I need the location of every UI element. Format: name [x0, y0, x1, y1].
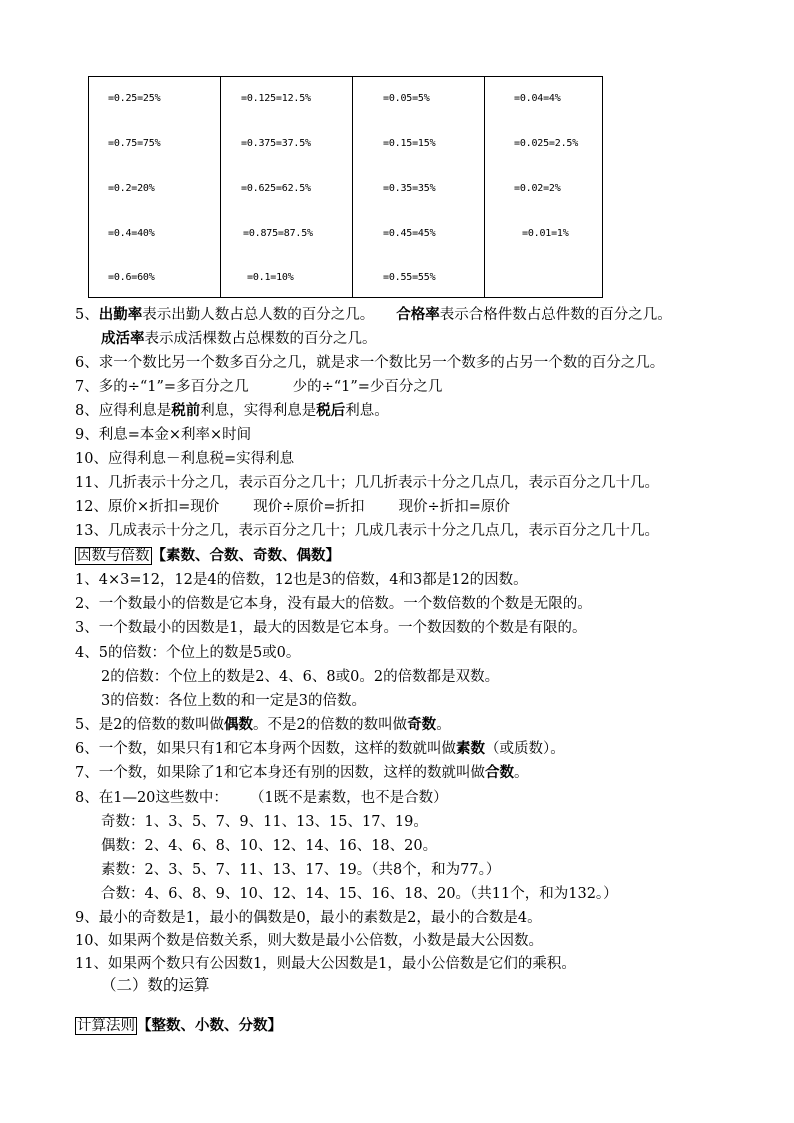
factors-title-box: 因数与倍数	[77, 548, 150, 564]
rules-subtitle: 【整数、小数、分数】	[137, 1017, 282, 1034]
pct-item-7	[75, 377, 442, 397]
table-cell: =0.25=25%	[108, 93, 161, 104]
table-cell: =0.875=87.5%	[243, 228, 313, 239]
pct-item-12	[75, 497, 510, 517]
definition-text: 表示成活棵数占总棵数的百分之几。	[144, 331, 377, 347]
fraction-percent-table	[88, 76, 603, 298]
factors-section-title	[75, 546, 340, 566]
factors-item-7	[75, 763, 528, 783]
table-column-1	[89, 77, 221, 298]
text-segment: 8、在1—20这些数中：	[75, 790, 228, 806]
text-segment: 。	[513, 765, 529, 781]
formula-discount: 现价÷原价=折扣	[253, 499, 365, 515]
factors-item-1: 1、4×3=12，12是4的倍数，12也是3的倍数，4和3都是12的因数。	[75, 572, 528, 588]
even-numbers-list: 偶数：2、4、6、8、10、12、14、16、18、20。	[101, 838, 438, 854]
formula-more: 7、多的÷“1”=多百分之几	[75, 379, 249, 395]
formula-current-price: 12、原价×折扣=现价	[75, 499, 220, 515]
text-segment: 6、一个数，如果只有1和它本身两个因数，这样的数就叫做	[75, 741, 456, 757]
term-pass-rate: 合格率	[396, 306, 440, 323]
factors-item-8	[75, 788, 448, 808]
factors-item-3: 3、一个数最小的因数是1，最大的因数是它本身。一个数因数的个数是有限的。	[75, 620, 587, 636]
formula-less: 少的÷“1”=少百分之几	[292, 379, 443, 395]
table-cell: =0.1=10%	[247, 272, 294, 283]
table-column-2	[221, 77, 353, 298]
composite-numbers-list: 合数：4、6、8、9、10、12、14、15、16、18、20。（共11个，和为132。）	[101, 886, 618, 902]
pct-item-6: 6、求一个数比另一个数多百分之几，就是求一个数比另一个数多的占另一个数的百分之几。	[75, 355, 665, 371]
term-survival-rate: 成活率	[101, 330, 145, 347]
table-cell: =0.55=55%	[383, 272, 436, 283]
term-even: 偶数	[223, 716, 253, 733]
term-attendance-rate: 出勤率	[98, 306, 143, 323]
rules-section-title	[75, 1016, 282, 1036]
table-cell: =0.625=62.5%	[241, 183, 311, 194]
text-segment: 。不是2的倍数的数叫做	[252, 717, 408, 733]
term-pre-tax: 税前	[171, 402, 201, 419]
table-cell: =0.2=20%	[108, 183, 155, 194]
text-segment: 利息。	[345, 403, 389, 419]
factors-item-4-c: 3的倍数：各位上数的和一定是3的倍数。	[101, 693, 366, 709]
text-segment: 5、是2的倍数的数叫做	[75, 717, 224, 733]
pct-item-10: 10、应得利息－利息税=实得利息	[75, 451, 295, 467]
table-cell: =0.02=2%	[514, 183, 561, 194]
item-number: 5、	[75, 307, 99, 323]
term-odd: 奇数	[407, 716, 437, 733]
table-cell: =0.35=35%	[383, 183, 436, 194]
table-cell: =0.375=37.5%	[241, 138, 311, 149]
text-segment: （或质数）。	[484, 741, 565, 757]
factors-item-9: 9、最小的奇数是1，最小的偶数是0，最小的素数是2，最小的合数是4。	[75, 910, 542, 926]
factors-item-10: 10、如果两个数是倍数关系，则大数是最小公倍数，小数是最大公因数。	[75, 933, 543, 949]
definition-text: 表示合格件数占总件数的百分之几。	[439, 307, 672, 323]
text-segment: 8、应得利息是	[75, 403, 172, 419]
pct-item-5	[75, 305, 672, 325]
table-cell: =0.04=4%	[514, 93, 561, 104]
term-after-tax: 税后	[316, 402, 346, 419]
rules-title-box: 计算法则	[77, 1018, 135, 1034]
factors-item-6	[75, 739, 565, 759]
section-heading-operations: （二）数的运算	[101, 976, 210, 994]
pct-item-9: 9、利息=本金×利率×时间	[75, 427, 252, 443]
table-column-4	[485, 77, 603, 298]
term-prime: 素数	[455, 740, 485, 757]
factors-subtitle: 【素数、合数、奇数、偶数】	[151, 547, 340, 564]
factors-item-4-b: 2的倍数：个位上的数是2、4、6、8或0。2的倍数都是双数。	[101, 669, 500, 685]
text-segment: 7、一个数，如果除了1和它本身还有别的因数，这样的数就叫做	[75, 765, 485, 781]
note-one: （1既不是素数，也不是合数）	[249, 790, 448, 806]
text-segment: 。	[436, 717, 451, 733]
table-cell: =0.15=15%	[383, 138, 436, 149]
pct-item-11: 11、几折表示十分之几，表示百分之几十；几几折表示十分之几点几，表示百分之几十几。	[75, 475, 659, 491]
factors-item-2: 2、一个数最小的倍数是它本身，没有最大的倍数。一个数倍数的个数是无限的。	[75, 596, 592, 612]
table-cell: =0.125=12.5%	[241, 93, 311, 104]
table-cell: =0.45=45%	[383, 228, 436, 239]
pct-item-5-cont	[101, 329, 377, 349]
table-cell: =0.6=60%	[108, 272, 155, 283]
odd-numbers-list: 奇数：1、3、5、7、9、11、13、15、17、19。	[101, 814, 428, 830]
definition-text: 表示出勤人数占总人数的百分之几。	[142, 307, 375, 323]
table-cell: =0.05=5%	[383, 93, 430, 104]
pct-item-13: 13、几成表示十分之几，表示百分之几十；几成几表示十分之几点几，表示百分之几十几。	[75, 523, 659, 539]
factors-item-4: 4、5的倍数：个位上的数是5或0。	[75, 645, 301, 661]
table-cell: =0.025=2.5%	[514, 138, 579, 149]
term-composite: 合数	[484, 764, 514, 781]
prime-numbers-list: 素数：2、3、5、7、11、13、17、19。（共8个，和为77。）	[101, 862, 501, 878]
formula-original-price: 现价÷折扣=原价	[398, 499, 510, 515]
table-cell: =0.75=75%	[108, 138, 161, 149]
factors-item-5	[75, 715, 451, 735]
table-cell: =0.01=1%	[522, 228, 569, 239]
table-cell: =0.4=40%	[108, 228, 155, 239]
pct-item-8	[75, 401, 389, 421]
factors-item-11: 11、如果两个数只有公因数1，则最大公因数是1，最小公倍数是它们的乘积。	[75, 956, 576, 972]
text-segment: 利息，实得利息是	[200, 403, 317, 419]
table-column-3	[353, 77, 485, 298]
